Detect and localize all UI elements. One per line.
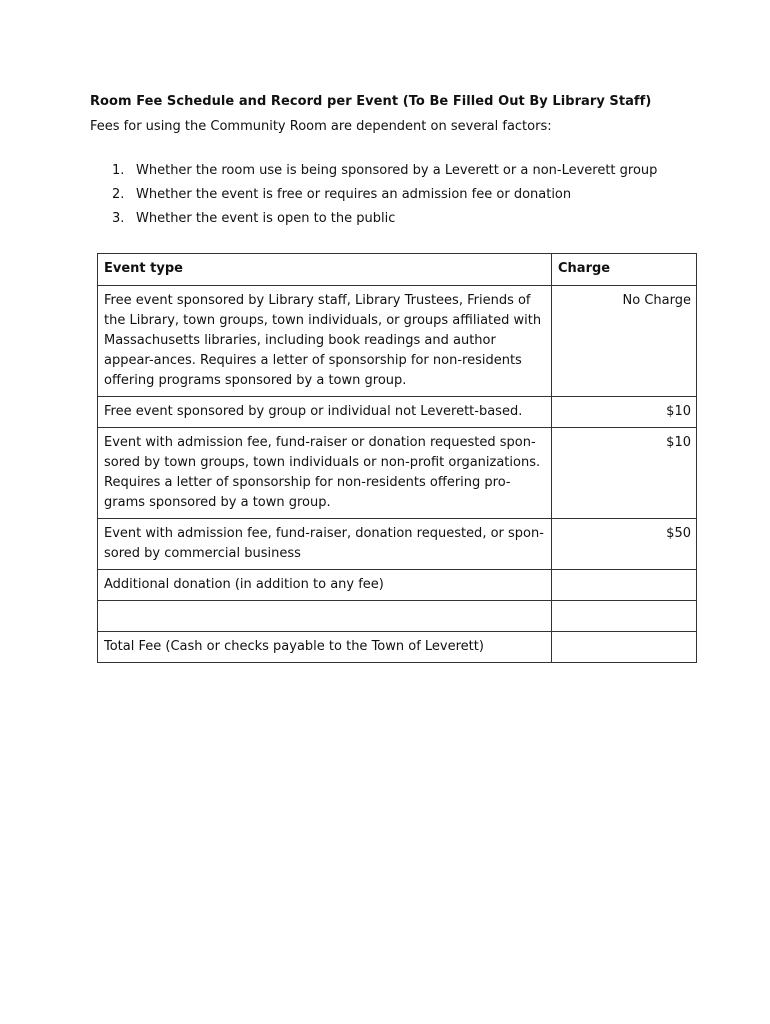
- total-fee-field[interactable]: [552, 632, 697, 663]
- charge-cell: $10: [552, 428, 697, 519]
- list-item-text: Whether the event is free or requires an admission fee or donation: [136, 187, 572, 202]
- charge-cell: $10: [552, 397, 697, 428]
- table-row: [98, 632, 697, 663]
- event-type-cell: Event with admission fee, fund-raiser or donation requested spon-sored by town groups, town individuals or non-profit organizations. Requires a letter of sponsorship for non-residents offering pro-grams sponsored by a town group.: [98, 428, 552, 519]
- event-type-cell: Free event sponsored by Library staff, Library Trustees, Friends of the Library, town groups, town individuals, or groups affiliated with Massachusetts libraries, including book readings and author appear-ances. Requires a letter of sponsorship for non-residents offering programs sponsored by a town group.: [98, 286, 552, 397]
- header-event-type: Event type: [98, 254, 552, 286]
- table-row: [98, 428, 697, 519]
- event-type-cell: Free event sponsored by group or individual not Leverett-based.: [98, 397, 552, 428]
- table-row: [98, 519, 697, 570]
- charge-cell: No Charge: [552, 286, 697, 397]
- total-fee-label: Total Fee (Cash or checks payable to the Town of Leverett): [98, 632, 552, 663]
- list-item-text: Whether the event is open to the public: [136, 211, 396, 226]
- list-item-number: 1.: [112, 163, 125, 178]
- table-row: [98, 601, 697, 632]
- header-charge: Charge: [552, 254, 697, 286]
- list-item: [112, 161, 657, 185]
- blank-entry-cell[interactable]: [98, 601, 552, 632]
- list-item: [112, 185, 657, 209]
- table-header-row: [98, 254, 697, 286]
- charge-cell: $50: [552, 519, 697, 570]
- document-title: Room Fee Schedule and Record per Event (To Be Filled Out By Library Staff): [90, 94, 652, 109]
- additional-donation-field[interactable]: [552, 570, 697, 601]
- list-item: [112, 209, 657, 233]
- list-item-number: 2.: [112, 187, 125, 202]
- table-row: [98, 570, 697, 601]
- fee-schedule-table: [97, 253, 697, 663]
- factors-list: [112, 161, 657, 233]
- intro-text: Fees for using the Community Room are dependent on several factors:: [90, 119, 552, 134]
- list-item-text: Whether the room use is being sponsored by a Leverett or a non-Leverett group: [136, 163, 658, 178]
- event-type-cell: Event with admission fee, fund-raiser, donation requested, or spon-sored by commercial business: [98, 519, 552, 570]
- additional-donation-label: Additional donation (in addition to any fee): [98, 570, 552, 601]
- table-row: [98, 397, 697, 428]
- blank-charge-cell[interactable]: [552, 601, 697, 632]
- list-item-number: 3.: [112, 211, 125, 226]
- table-row: [98, 286, 697, 397]
